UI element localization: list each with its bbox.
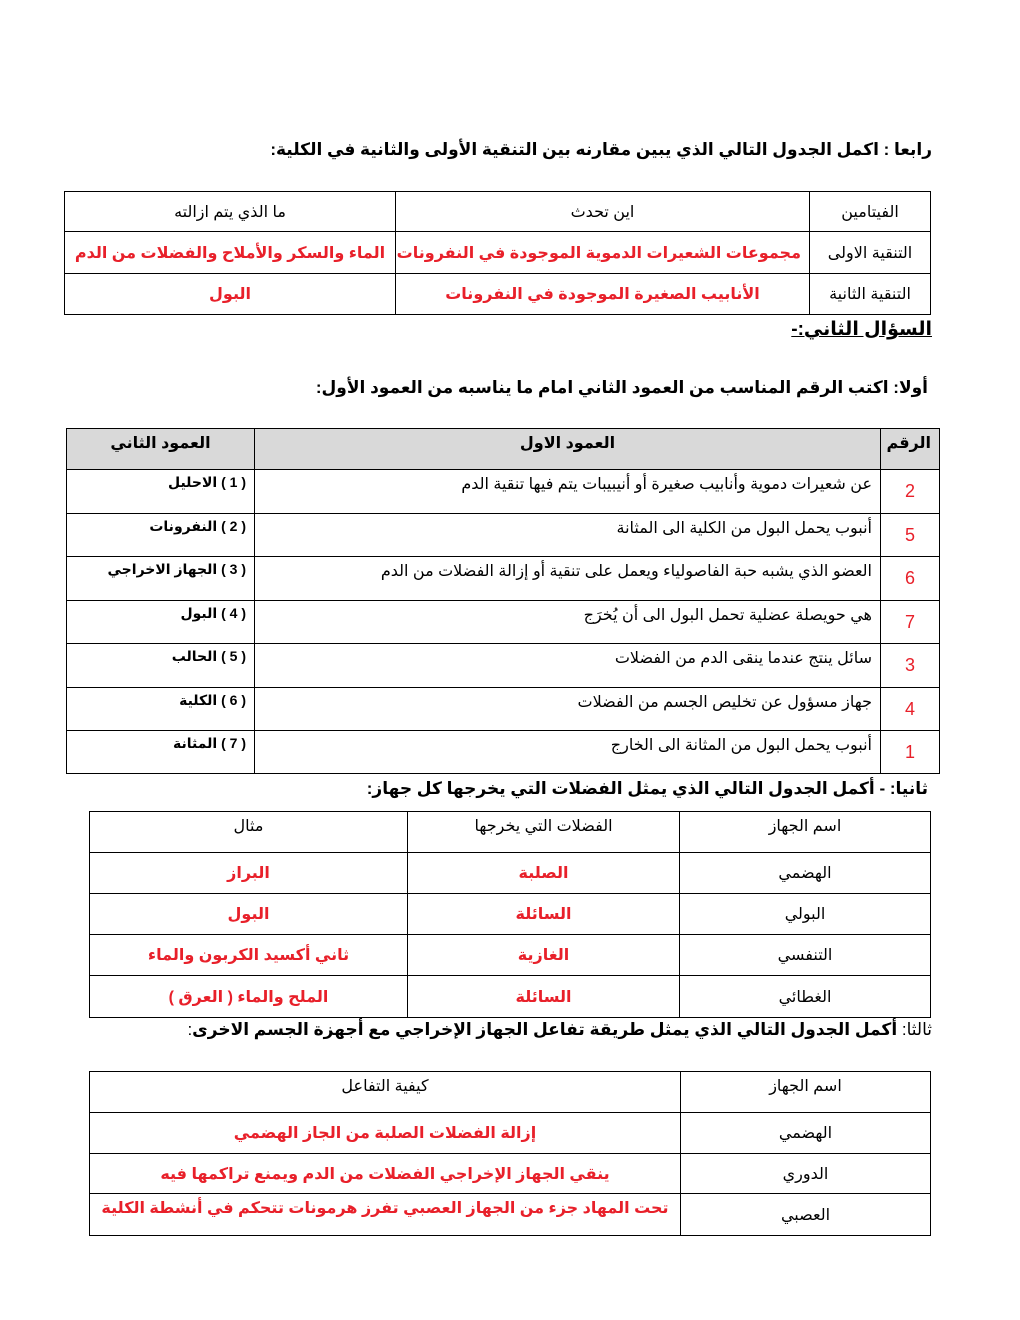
table-cell: السائلة	[408, 976, 680, 1018]
table-row	[67, 644, 940, 688]
part2-heading: ثانيا: - أكمل الجدول التالي الذي يمثل الفضلات التي يخرجها كل جهاز:	[366, 779, 928, 798]
table-row	[90, 935, 931, 976]
answer-number: 4	[881, 688, 940, 731]
part3-prefix: ثالثا:	[901, 1020, 932, 1039]
table-cell: جهاز مسؤول عن تخليص الجسم من الفضلات	[255, 688, 881, 731]
table-cell: ( 5 ) الحالب	[67, 644, 255, 688]
table-cell: ( 4 ) البول	[67, 601, 255, 644]
table-cell: الملح والماء ( العرق )	[90, 976, 408, 1018]
table-header-cell: الفيتامين	[810, 192, 931, 232]
table-row	[67, 688, 940, 731]
table-cell: البول	[90, 894, 408, 935]
section4-heading: رابعا : اكمل الجدول التالي الذي يبين مقارنه بين التنقية الأولى والثانية في الكلية:	[270, 140, 932, 159]
table-cell: الغازية	[408, 935, 680, 976]
comparison-table	[64, 191, 931, 315]
table-cell: ( 3 ) الجهاز الاخراجي	[67, 557, 255, 601]
part3-heading	[187, 1020, 932, 1040]
table-header-cell: الرقم	[881, 429, 940, 470]
table-cell: العضو الذي يشبه حبة الفاصولياء ويعمل على تنقية أو إزالة الفضلات من الدم	[255, 557, 881, 601]
table-cell: البراز	[90, 853, 408, 894]
table-cell: ( 1 ) الاحليل	[67, 470, 255, 514]
table-cell: التنفسي	[680, 935, 931, 976]
table-row	[90, 853, 931, 894]
part3-suffix: :	[187, 1020, 193, 1039]
table-cell: أنبوب يحمل البول من المثانة الى الخارج	[255, 731, 881, 774]
table-row	[67, 514, 940, 557]
part1-heading: أولا: اكتب الرقم المناسب من العمود الثاني امام ما يناسبه من العمود الأول:	[315, 378, 928, 397]
table-header-cell: ما الذي يتم ازالته	[65, 192, 396, 232]
table-row	[67, 557, 940, 601]
table-cell: السائلة	[408, 894, 680, 935]
table-header-cell: اين تحدث	[396, 192, 810, 232]
table-cell: ثاني أكسيد الكربون والماء	[90, 935, 408, 976]
table-cell: الأنابيب الصغيرة الموجودة في النفرونات	[396, 274, 810, 315]
table-header-row	[90, 1072, 931, 1113]
table-cell: هي حويصلة عضلية تحمل البول الى أن يُخرَج	[255, 601, 881, 644]
table-row	[90, 1194, 931, 1236]
table-header-row	[90, 812, 931, 853]
table-cell: البولي	[680, 894, 931, 935]
table-cell: التنقية الثانية	[810, 274, 931, 315]
answer-number: 7	[881, 601, 940, 644]
table-cell: أنبوب يحمل البول من الكلية الى المثانة	[255, 514, 881, 557]
part3-heading-text: أكمل الجدول التالي الذي يمثل طريقة تفاعل الجهاز الإخراجي مع أجهزة الجسم الاخرى	[192, 1020, 902, 1039]
table-header-cell: كيفية التفاعل	[90, 1072, 681, 1113]
table-header-row	[65, 192, 931, 232]
table-cell: ينقي الجهاز الإخراجي الفضلات من الدم ويمنع تراكمها فيه	[90, 1154, 681, 1194]
table-cell: عن شعيرات دموية وأنابيب صغيرة أو أنيبيبات يتم فيها تنقية الدم	[255, 470, 881, 514]
table-cell: الصلبة	[408, 853, 680, 894]
table-row	[65, 274, 931, 315]
answer-number: 2	[881, 470, 940, 514]
table-row	[67, 731, 940, 774]
table-cell: ( 2 ) النفرونات	[67, 514, 255, 557]
table-cell: إزالة الفضلات الصلبة من الجاز الهضمي	[90, 1113, 681, 1154]
table-row	[67, 601, 940, 644]
table-cell: ( 6 ) الكلية	[67, 688, 255, 731]
table-header-row	[67, 429, 940, 470]
table-cell: سائل ينتج عندما ينقى الدم من الفضلات	[255, 644, 881, 688]
table-row	[90, 894, 931, 935]
table-cell: الدوري	[681, 1154, 931, 1194]
interaction-table	[89, 1071, 931, 1236]
table-header-cell: الفضلات التي يخرجها	[408, 812, 680, 853]
table-cell: الماء والسكر والأملاح والفضلات من الدم	[65, 232, 396, 274]
table-header-cell: مثال	[90, 812, 408, 853]
answer-number: 5	[881, 514, 940, 557]
answer-number: 3	[881, 644, 940, 688]
table-cell: الهضمي	[680, 853, 931, 894]
matching-table	[66, 428, 940, 774]
table-cell: البول	[65, 274, 396, 315]
table-cell: ( 7 ) المثانة	[67, 731, 255, 774]
waste-table	[89, 811, 931, 1018]
table-header-cell: اسم الجهاز	[680, 812, 931, 853]
table-cell: الهضمي	[681, 1113, 931, 1154]
table-row	[65, 232, 931, 274]
table-cell: مجموعات الشعيرات الدموية الموجودة في النفرونات	[396, 232, 810, 274]
table-row	[90, 976, 931, 1018]
table-header-cell: اسم الجهاز	[681, 1072, 931, 1113]
table-header-cell: العمود الثاني	[67, 429, 255, 470]
table-cell: تحت المهاد جزء من الجهاز العصبي تفرز هرمونات تتحكم في أنشطة الكلية	[90, 1194, 681, 1236]
table-row	[67, 470, 940, 514]
table-header-cell: العمود الاول	[255, 429, 881, 470]
answer-number: 1	[881, 731, 940, 774]
question2-title: السؤال الثاني:-	[791, 319, 932, 340]
table-cell: الغطائي	[680, 976, 931, 1018]
table-cell: العصبي	[681, 1194, 931, 1236]
table-row	[90, 1154, 931, 1194]
table-cell: التنقية الاولى	[810, 232, 931, 274]
answer-number: 6	[881, 557, 940, 601]
table-row	[90, 1113, 931, 1154]
